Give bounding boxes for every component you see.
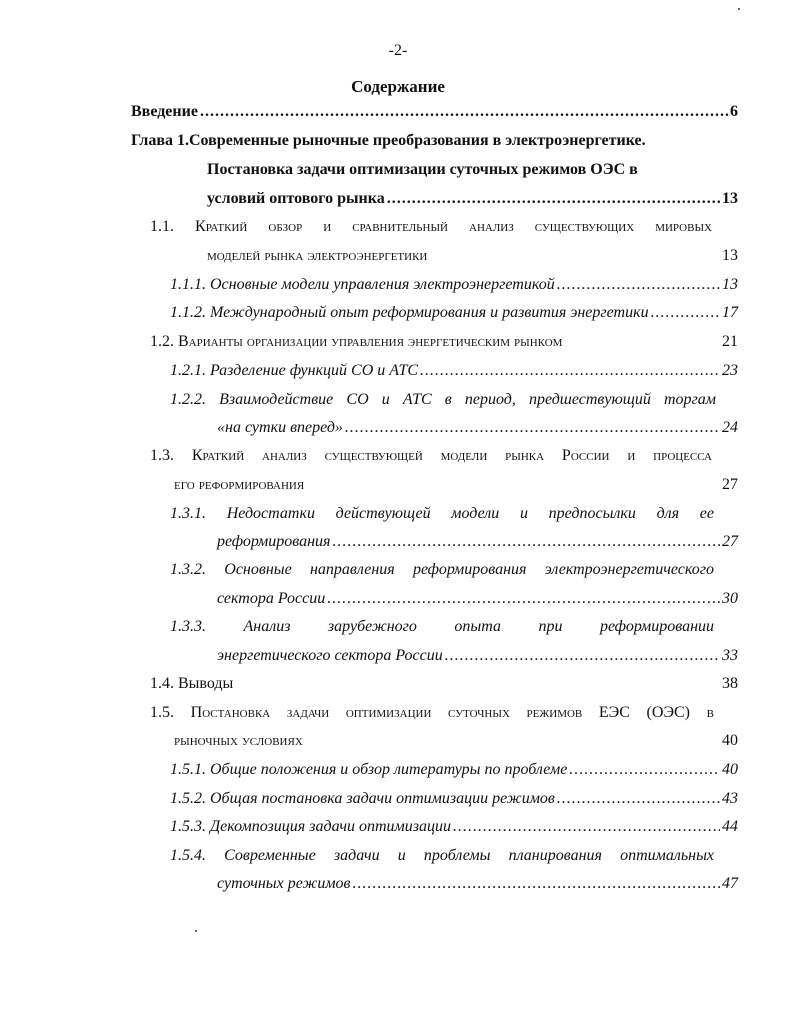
- toc-1-3-3-line2: [217, 647, 738, 665]
- toc-entry-label: условий оптового рынка: [207, 190, 385, 207]
- toc-1-5-line2: [174, 732, 738, 750]
- dot-leader: [420, 362, 720, 380]
- toc-entry-page: 27: [722, 533, 738, 550]
- toc-1-3-2-line1: 1.3.2. Основные направления реформирования электроэнергетического: [170, 561, 714, 578]
- toc-1-1-1: [170, 276, 738, 294]
- dot-leader: [200, 103, 728, 121]
- toc-entry-label: 1.5.2. Общая постановка задачи оптимизации режимов: [170, 790, 555, 807]
- toc-1-1-2: [170, 304, 738, 322]
- scan-speck: [738, 8, 740, 10]
- toc-entry-page: 30: [722, 590, 738, 607]
- toc-entry-page: 33: [722, 647, 738, 664]
- toc-entry-label: сектора России: [217, 590, 326, 607]
- toc-entry-page: 40: [722, 761, 738, 778]
- toc-entry-label: 1.1.1. Основные модели управления электроэнергетикой: [170, 276, 555, 293]
- toc-chapter-1-line1: Глава 1.Современные рыночные преобразования в электроэнергетике.: [131, 132, 646, 149]
- toc-entry-label: 1.2. Варианты организации управления энергетическим рынком: [150, 333, 563, 350]
- toc-entry-page: 47: [722, 875, 738, 892]
- toc-entry-page: 13: [722, 276, 738, 293]
- toc-entry-label: 1.5.3. Декомпозиция задачи оптимизации: [170, 818, 451, 835]
- dot-leader: [651, 304, 720, 322]
- toc-entry-page: 23: [722, 362, 738, 379]
- toc-entry-page: 21: [722, 333, 738, 350]
- toc-1-5-4-line1: 1.5.4. Современные задачи и проблемы планирования оптимальных: [170, 847, 714, 864]
- toc-entry-label: 1.5.1. Общие положения и обзор литературы по проблеме: [170, 761, 568, 778]
- toc-entry-page: 6: [730, 103, 738, 120]
- toc-entry-page: 27: [722, 476, 738, 493]
- toc-1-2-2-line1: 1.2.2. Взаимодействие СО и АТС в период, предшествующий торгам: [170, 391, 716, 408]
- toc-1-3-line1: 1.3. Краткий анализ существующей модели рынка России и процесса: [150, 447, 712, 464]
- toc-1-2: [150, 333, 738, 351]
- dot-leader: [387, 190, 720, 208]
- toc-1-5-3: [170, 818, 738, 836]
- toc-1-3-1-line2: [217, 533, 738, 551]
- toc-chapter-1-line2: Постановка задачи оптимизации суточных режимов ОЭС в: [207, 161, 638, 178]
- page-number: -2-: [388, 42, 408, 59]
- dot-leader: [569, 761, 720, 779]
- toc-entry-label: реформирования: [217, 533, 331, 550]
- toc-1-3-1-line1: 1.3.1. Недостатки действующей модели и предпосылки для ее: [170, 505, 714, 522]
- toc-1-3-line2: [174, 476, 738, 494]
- toc-entry-label: суточных режимов: [217, 875, 351, 892]
- toc-1-5-1: [170, 761, 738, 779]
- dot-leader: [327, 590, 720, 608]
- dot-leader: [453, 818, 720, 836]
- toc-1-1-line2: [207, 247, 738, 265]
- toc-1-4: [150, 675, 738, 693]
- toc-1-3-2-line2: [217, 590, 738, 608]
- scan-speck: [195, 930, 197, 932]
- toc-entry-label: его реформирования: [174, 476, 305, 493]
- toc-entry-page: 17: [722, 304, 738, 321]
- toc-entry-page: 13: [722, 247, 738, 264]
- toc-1-3-3-line1: 1.3.3. Анализ зарубежного опыта при реформировании: [170, 618, 714, 635]
- toc-1-5-line1: 1.5. Постановка задачи оптимизации суточных режимов ЕЭС (ОЭС) в: [150, 704, 714, 721]
- dot-leader: [352, 875, 720, 893]
- toc-1-1-line1: 1.1. Краткий обзор и сравнительный анализ существующих мировых: [150, 218, 712, 235]
- toc-entry-label: Введение: [131, 103, 198, 120]
- dot-leader: [345, 419, 720, 437]
- page-title: Содержание: [351, 77, 445, 96]
- dot-leader: [557, 276, 720, 294]
- toc-entry-page: 13: [722, 190, 738, 207]
- toc-entry-label: 1.2.1. Разделение функций СО и АТС: [170, 362, 419, 379]
- toc-1-5-2: [170, 790, 738, 808]
- toc-entry-page: 44: [722, 818, 738, 835]
- toc-entry-label: энергетического сектора России: [217, 647, 443, 664]
- toc-entry-label: моделей рынка электроэнергетики: [207, 247, 428, 264]
- toc-entry-intro: [131, 103, 738, 121]
- dot-leader: [445, 647, 720, 665]
- toc-entry-label: 1.1.2. Международный опыт реформирования и развития энергетики: [170, 304, 649, 321]
- toc-1-5-4-line2: [217, 875, 738, 893]
- toc-chapter-1-line3: [207, 190, 738, 208]
- toc-entry-page: 43: [722, 790, 738, 807]
- toc-entry-page: 40: [722, 732, 738, 749]
- toc-1-2-1: [170, 362, 738, 380]
- toc-entry-label: 1.4. Выводы: [150, 675, 234, 692]
- toc-entry-page: 38: [722, 675, 738, 692]
- dot-leader: [332, 533, 720, 551]
- toc-1-2-2-line2: [217, 419, 738, 437]
- toc-entry-label: рыночных условиях: [174, 732, 303, 749]
- dot-leader: [557, 790, 720, 808]
- toc-entry-label: «на сутки вперед»: [217, 419, 343, 436]
- toc-entry-page: 24: [722, 419, 738, 436]
